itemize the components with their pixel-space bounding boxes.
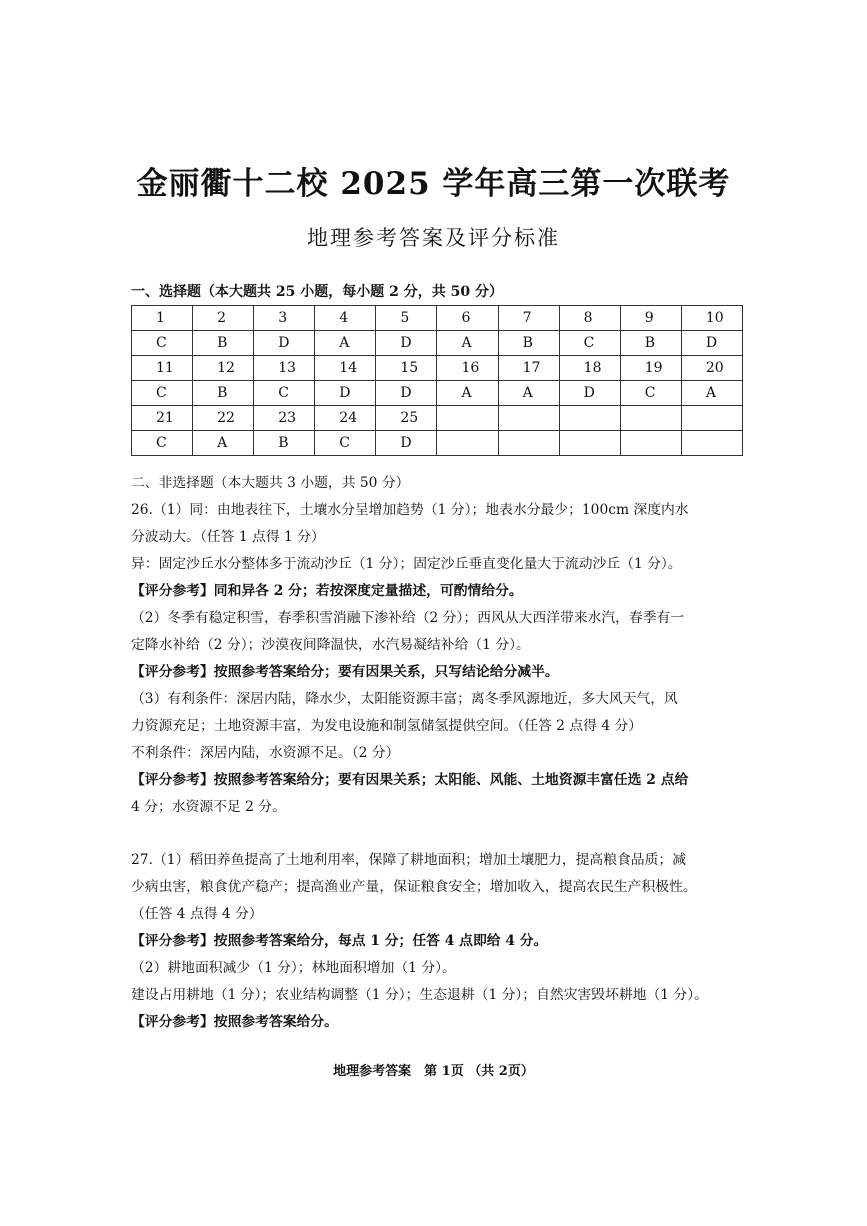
answer-cell: A [437,381,498,406]
answer-cell: B [193,381,254,406]
spacer [131,821,746,847]
answer-cell: D [681,331,742,356]
answer-cell: D [559,381,620,406]
answer-cell: C [559,331,620,356]
answer-cell [681,431,742,456]
answer-line: 建设占用耕地（1 分）；农业结构调整（1 分）；生态退耕（1 分）；自然灾害毁坏耕地（1 分）。 [131,987,708,1003]
answer-cell: A [315,331,376,356]
question-number-cell: 16 [437,356,498,381]
question-number-cell: 19 [620,356,681,381]
answer-row [132,381,743,406]
question-number-cell [620,406,681,431]
answer-cell: D [376,431,437,456]
answer-cell: C [132,431,193,456]
answer-line: 不利条件：深居内陆，水资源不足。（2 分） [131,745,400,761]
answer-line: 分波动大。（任答 1 点得 1 分） [131,529,325,545]
section2-heading: 二、非选择题（本大题共 3 小题，共 50 分） [131,475,410,491]
question-number-cell [498,406,559,431]
answer-table [131,305,743,456]
answer-cell: B [193,331,254,356]
answer-row [132,331,743,356]
question-number-cell: 13 [254,356,315,381]
answer-cell: C [620,381,681,406]
question-number-cell: 2 [193,306,254,331]
answer-line: 26.（1）同：由地表往下，土壤水分呈增加趋势（1 分）；地表水分最少；100cm 深度内水 [131,502,689,518]
scoring-note-line: 【评分参考】按照参考答案给分。 [131,1014,338,1030]
question-number-cell [681,406,742,431]
answer-cell: B [620,331,681,356]
question-number-row [132,356,743,381]
question-number-cell: 15 [376,356,437,381]
question-number-cell: 17 [498,356,559,381]
question-number-cell: 18 [559,356,620,381]
question-number-cell: 10 [681,306,742,331]
answer-cell: D [376,381,437,406]
answer-cell: B [498,331,559,356]
section1-heading: 一、选择题（本大题共 25 小题，每小题 2 分，共 50 分） [131,284,503,300]
question-number-cell: 7 [498,306,559,331]
question-number-cell: 5 [376,306,437,331]
answer-cell [498,431,559,456]
question-number-cell: 24 [315,406,376,431]
question-number-cell: 3 [254,306,315,331]
question-number-cell: 20 [681,356,742,381]
answer-line: 力资源充足；土地资源丰富，为发电设施和制氢储氢提供空间。（任答 2 点得 4 分） [131,718,643,734]
question-number-cell [437,406,498,431]
answer-line: 4 分；水资源不足 2 分。 [131,799,286,815]
answer-cell [437,431,498,456]
answer-body [131,470,746,1036]
question-number-row [132,406,743,431]
answer-cell: C [132,331,193,356]
answer-line: （2）耕地面积减少（1 分）；林地面积增加（1 分）。 [131,960,456,976]
question-number-cell: 14 [315,356,376,381]
question-number-cell: 4 [315,306,376,331]
question-number-cell: 21 [132,406,193,431]
answer-cell: A [437,331,498,356]
answer-cell [559,431,620,456]
answer-line: 异：固定沙丘水分整体多于流动沙丘（1 分）；固定沙丘垂直变化量大于流动沙丘（1 分）。 [131,556,682,572]
answer-line: （任答 4 点得 4 分） [131,906,263,922]
answer-cell [620,431,681,456]
scoring-note-line: 【评分参考】按照参考答案给分，每点 1 分；任答 4 点即给 4 分。 [131,933,548,949]
answer-line: 少病虫害，粮食优产稳产；提高渔业产量，保证粮食安全；增加收入，提高农民生产积极性。 [131,879,697,895]
answer-cell: A [681,381,742,406]
answer-line: （3）有利条件：深居内陆，降水少，太阳能资源丰富；离冬季风源地近，多大风天气，风 [131,691,678,707]
scoring-note-line: 【评分参考】同和异各 2 分；若按深度定量描述，可酌情给分。 [131,583,523,599]
scoring-note-line: 【评分参考】按照参考答案给分；要有因果关系；太阳能、风能、土地资源丰富任选 2 点给 [131,772,689,788]
question-number-cell: 8 [559,306,620,331]
answer-cell: D [315,381,376,406]
answer-cell: D [376,331,437,356]
question-number-row [132,306,743,331]
question-number-cell: 1 [132,306,193,331]
answer-line: （2）冬季有稳定积雪，春季积雪消融下渗补给（2 分）；西风从大西洋带来水汽，春季有一 [131,610,685,626]
answer-line: 定降水补给（2 分）；沙漠夜间降温快，水汽易凝结补给（1 分）。 [131,637,530,653]
question-number-cell: 9 [620,306,681,331]
scoring-note-line: 【评分参考】按照参考答案给分；要有因果关系，只写结论给分减半。 [131,664,559,680]
page-footer: 地理参考答案 第 1页 （共 2页） [333,1064,534,1079]
answer-cell: C [132,381,193,406]
answer-cell: A [193,431,254,456]
document-subtitle: 地理参考答案及评分标准 [307,226,560,250]
answer-cell: C [315,431,376,456]
question-number-cell: 11 [132,356,193,381]
question-number-cell: 22 [193,406,254,431]
question-number-cell: 12 [193,356,254,381]
answer-row [132,431,743,456]
answer-cell: A [498,381,559,406]
question-number-cell: 25 [376,406,437,431]
document-title: 金丽衢十二校 2025 学年高三第一次联考 [136,166,731,202]
answer-line: 27.（1）稻田养鱼提高了土地利用率，保障了耕地面积；增加土壤肥力，提高粮食品质；减 [131,852,686,868]
answer-cell: C [254,381,315,406]
question-number-cell [559,406,620,431]
question-number-cell: 6 [437,306,498,331]
answer-cell: D [254,331,315,356]
answer-cell: B [254,431,315,456]
question-number-cell: 23 [254,406,315,431]
